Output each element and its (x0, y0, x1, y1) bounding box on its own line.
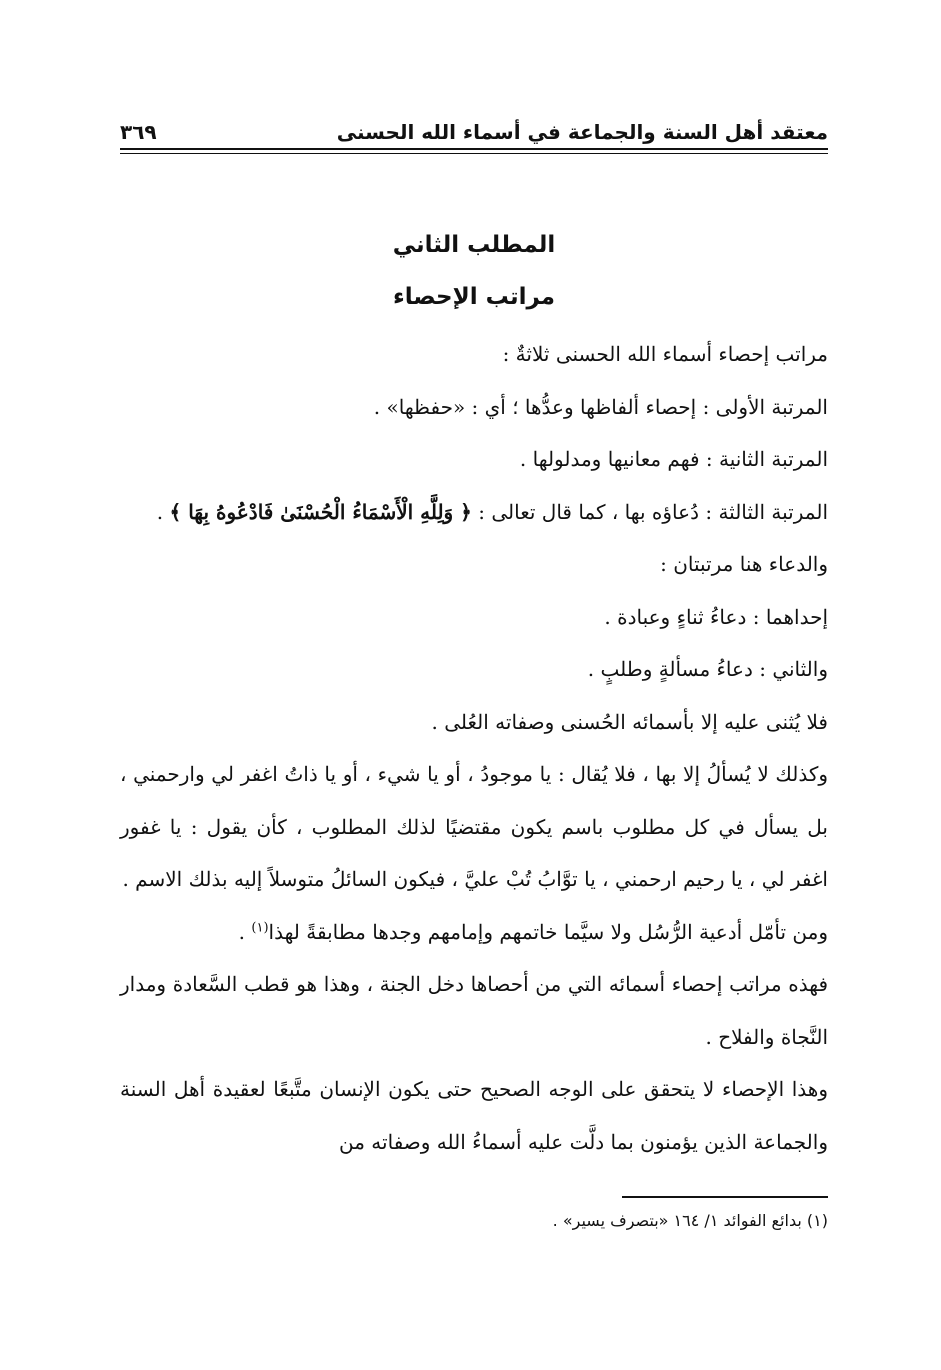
paragraph-end: . (238, 919, 252, 944)
subsection-heading: مراتب الإحصاء (392, 284, 556, 310)
paragraph: وكذلك لا يُسألُ إلا بها ، فلا يُقال : يا موجودُ ، أو يا شيء ، أو يا ذاتُ اغفر لي وارحمني ، بل يسأل في كل مطلوب باسم يكون مقتضيًا لذلك المطلوب ، كأن يقول : يا غفور اغفر لي ، يا رحيم ارحمني ، يا توَّابُ تُبْ عليَّ ، فيكون السائلُ متوسلاً إليه بذلك الاسم . (120, 762, 828, 891)
verse-intro: المرتبة الثالثة : دُعاؤه بها ، كما قال تعالى : (471, 499, 828, 524)
header-rule (120, 148, 828, 154)
verse-end: . (156, 499, 170, 524)
paragraph-text: ومن تأمّل أدعية الرُّسُل ولا سيَّما خاتمهم وإمامهم وجدها مطابقةً لهذا (268, 919, 828, 944)
footnote-rule (622, 1196, 828, 1198)
paragraph: فهذه مراتب إحصاء أسمائه التي من أحصاها دخل الجنة ، وهذا هو قطب السَّعادة ومدار النَّجاة والفلاح . (120, 972, 828, 1049)
paragraph: المرتبة الثانية : فهم معانيها ومدلولها . (519, 447, 828, 471)
quran-verse: ﴿ وَلِلَّهِ الْأَسْمَاءُ الْحُسْنَىٰ فَادْعُوهُ بِهَا ﴾ (169, 499, 472, 524)
paragraph: مراتب إحصاء أسماء الله الحسنى ثلاثةٌ : (502, 342, 828, 366)
paragraph-with-verse (120, 486, 828, 539)
paragraph: وهذا الإحصاء لا يتحقق على الوجه الصحيح حتى يكون الإنسان متَّبعًا لعقيدة أهل السنة والجماعة الذين يؤمنون بما دلَّت عليه أسماءُ الله وصفاته من (120, 1077, 828, 1154)
paragraph: إحداهما : دعاءُ ثناءٍ وعبادة . (604, 604, 828, 629)
section-heading: المطلب الثاني (392, 232, 556, 258)
page-number: ٣٦٩ (120, 120, 157, 144)
footnote-marker: (١) (251, 919, 269, 935)
paragraph: والثاني : دعاءُ مسألةٍ وطلبٍ . (587, 657, 828, 681)
running-title: معتقد أهل السنة والجماعة في أسماء الله الحسنى (336, 120, 828, 144)
paragraph: فلا يُثنى عليه إلا بأسمائه الحُسنى وصفاته العُلى . (431, 709, 828, 734)
paragraph-with-footnote (120, 906, 828, 959)
paragraph: المرتبة الأولى : إحصاء ألفاظها وعدُّها ؛ أي : «حفظها» . (373, 394, 828, 419)
body-text (120, 328, 828, 1168)
footnote: (١) بدائع الفوائد ١/ ١٦٤ «بتصرف يسير» . (552, 1211, 828, 1230)
running-header (120, 112, 828, 144)
paragraph: والدعاء هنا مرتبتان : (660, 552, 828, 576)
